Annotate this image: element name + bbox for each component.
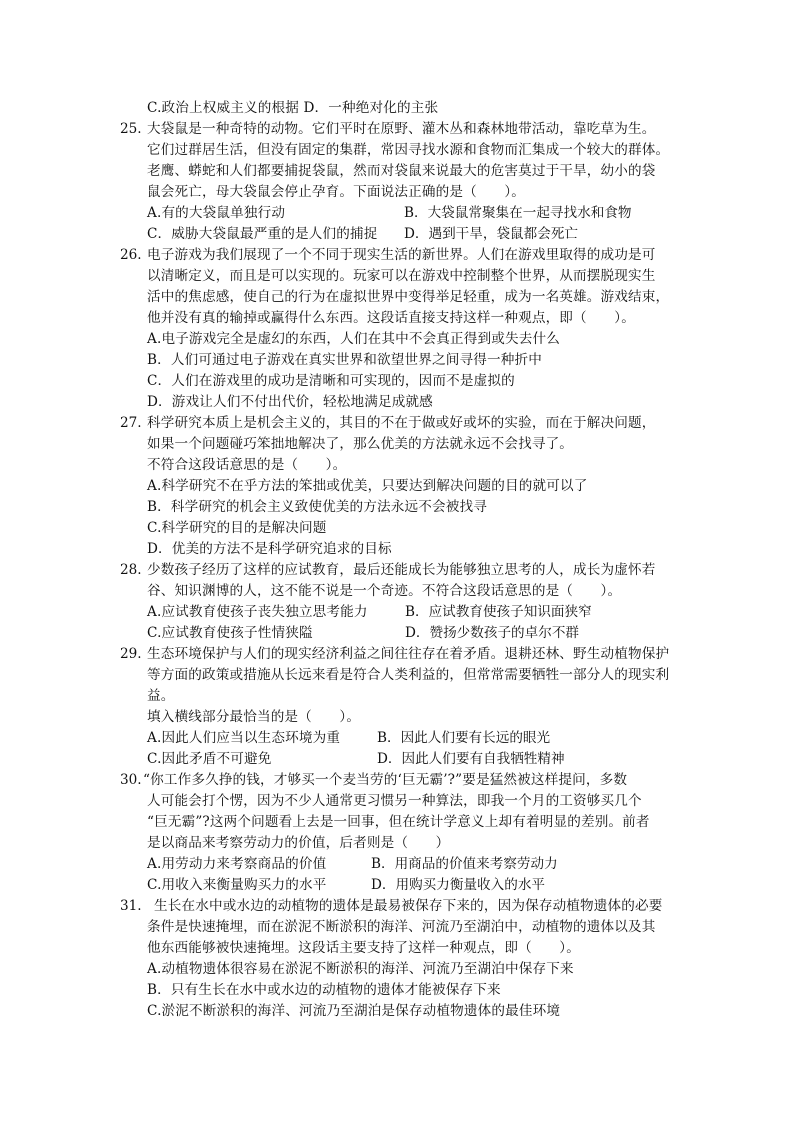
q26-line-1: 电子游戏为我们展现了一个不同于现实生活的新世界。人们在游戏里取得的成功是可 (147, 247, 656, 263)
q29-option-a: A.因此人们应当以生态环境为重 (147, 730, 341, 746)
q29-line-2: 等方面的政策或措施从长远来看是符合人类利益的，但常常需要牺牲一部分人的现实利 (147, 667, 670, 683)
q27-line-1: 科学研究本质上是机会主义的，其目的不在于做或好或坏的实验，而在于解决问题， (147, 415, 656, 431)
q28-line-1: 少数孩子经历了这样的应试教育，最后还能成长为能够独立思考的人，成长为虚怀若 (147, 562, 656, 578)
q29-line-4: 填入横线部分最恰当的是（ ）。 (147, 709, 361, 725)
q31-line-3: 他东西能够被快速掩埋。这段话主要支持了这样一种观点，即（ ）。 (147, 940, 580, 956)
q25-number: 25. (120, 121, 142, 137)
q29-number: 29. (120, 646, 142, 662)
q25-line-4: 鼠会死亡，母大袋鼠会停止孕育。下面说法正确的是（ ）。 (147, 184, 526, 200)
q25-option-d: D．遇到干旱，袋鼠都会死亡 (404, 226, 579, 242)
q25-option-c: C．威胁大袋鼠最严重的是人们的捕捉 (147, 226, 378, 242)
q27-line-2: 如果一个问题碰巧笨拙地解决了，那么优美的方法就永远不会找寻了。 (147, 436, 574, 452)
q26-line-4: 他并没有真的输掉或赢得什么东西。这段话直接支持这样一种观点，即（ ）。 (147, 310, 635, 326)
q28-option-b: B．应试教育使孩子知识面狭窄 (405, 604, 592, 620)
q31-option-b: B．只有生长在水中或水边的动植物的遗体才能被保存下来 (147, 982, 501, 998)
q31-option-c: C.淤泥不断淤积的海洋、河流乃至湖泊是保存动植物遗体的最佳环境 (147, 1003, 561, 1019)
q26-number: 26. (120, 247, 142, 263)
q26-line-3: 活中的焦虑感，使自己的行为在虚拟世界中变得举足轻重，成为一名英雄。游戏结束， (147, 289, 670, 305)
q28-option-d: D．赞扬少数孩子的卓尔不群 (405, 625, 580, 641)
q31-line-2: 条件是快速掩埋，而在淤泥不断淤积的海洋、河流乃至湖泊中，动植物的遗体以及其 (147, 919, 656, 935)
q30-option-a: A.用劳动力来考察商品的价值 (147, 856, 327, 872)
q29-option-d: D．因此人们要有自我牺牲精神 (377, 751, 565, 767)
q30-line-4: 是以商品来考察劳动力的价值，后者则是（ ） (147, 835, 450, 851)
q25-option-a: A.有的大袋鼠单独行动 (147, 205, 286, 221)
q28-option-a: A.应试教育使孩子丧失独立思考能力 (147, 604, 368, 620)
q31-number: 31. (120, 898, 142, 914)
q29-line-1: 生态环境保护与人们的现实经济利益之间往往存在着矛盾。退耕还林、野生动植物保护 (147, 646, 670, 662)
q26-option-c: C．人们在游戏里的成功是清晰和可实现的，因而不是虚拟的 (147, 373, 515, 389)
q27-option-c: C.科学研究的目的是解决问题 (147, 520, 327, 536)
q30-line-3: “巨无霸”?这两个问题看上去是一回事，但在统计学意义上却有着明显的差别。前者 (147, 814, 650, 830)
q25-line-1: 大袋鼠是一种奇特的动物。它们平时在原野、灌木丛和森林地带活动，靠吃草为生。 (147, 121, 656, 137)
q27-option-a: A.科学研究不在乎方法的笨拙或优美，只要达到解决问题的目的就可以了 (147, 478, 588, 494)
q31-option-a: A.动植物遗体很容易在淤泥不断淤积的海洋、河流乃至湖泊中保存下来 (147, 961, 574, 977)
q29-option-b: B．因此人们要有长远的眼光 (377, 730, 551, 746)
q30-line-2: 人可能会打个愣，因为不少人通常更习惯另一种算法，即我一个月的工资够买几个 (147, 793, 642, 809)
q31-line-1: 生长在水中或水边的动植物的遗体是最易被保存下来的，因为保存动植物遗体的必要 (154, 898, 663, 914)
q27-number: 27. (120, 415, 142, 431)
q28-option-c: C.应试教育使孩子性情狭隘 (147, 625, 313, 641)
q25-line-3: 老鹰、蟒蛇和人们都要捕捉袋鼠，然而对袋鼠来说最大的危害莫过于干旱，幼小的袋 (147, 163, 656, 179)
q26-option-a: A.电子游戏完全是虚幻的东西，人们在其中不会真正得到或失去什么 (147, 331, 561, 347)
q29-option-c: C.因此矛盾不可避免 (147, 751, 272, 767)
q25-line-2: 它们过群居生活，但没有固定的集群，常因寻找水源和食物而汇集成一个较大的群体。 (147, 142, 670, 158)
q24-options-cd: C.政治上权威主义的根据 D．一种绝对化的主张 (147, 100, 439, 116)
q25-option-b: B．大袋鼠常聚集在一起寻找水和食物 (404, 205, 632, 221)
q27-option-b: B．科学研究的机会主义致使优美的方法永远不会被找寻 (147, 499, 487, 515)
q28-line-2: 谷、知识渊博的人，这不能不说是一个奇迹。不符合这段话意思的是（ ）。 (147, 583, 622, 599)
q26-option-b: B．人们可通过电子游戏在真实世界和欲望世界之间寻得一种折中 (147, 352, 542, 368)
q28-number: 28. (120, 562, 142, 578)
q30-number: 30. (120, 772, 142, 788)
q30-option-d: D．用购买力衡量收入的水平 (371, 877, 546, 893)
q27-line-3: 不符合这段话意思的是（ ）。 (147, 457, 347, 473)
q26-option-d: D．游戏让人们不付出代价，轻松地满足成就感 (147, 394, 433, 410)
q29-line-3: 益。 (147, 688, 175, 704)
q30-option-c: C.用收入来衡量购买力的水平 (147, 877, 327, 893)
q26-line-2: 以清晰定义，而且是可以实现的。玩家可以在游戏中控制整个世界，从而摆脱现实生 (147, 268, 656, 284)
q27-option-d: D．优美的方法不是科学研究追求的目标 (147, 541, 392, 557)
q30-line-1: “你工作多久挣的钱，才够买一个麦当劳的‘巨无霸’?”要是猛然被这样提问，多数 (143, 772, 628, 788)
q30-option-b: B．用商品的价值来考察劳动力 (371, 856, 558, 872)
